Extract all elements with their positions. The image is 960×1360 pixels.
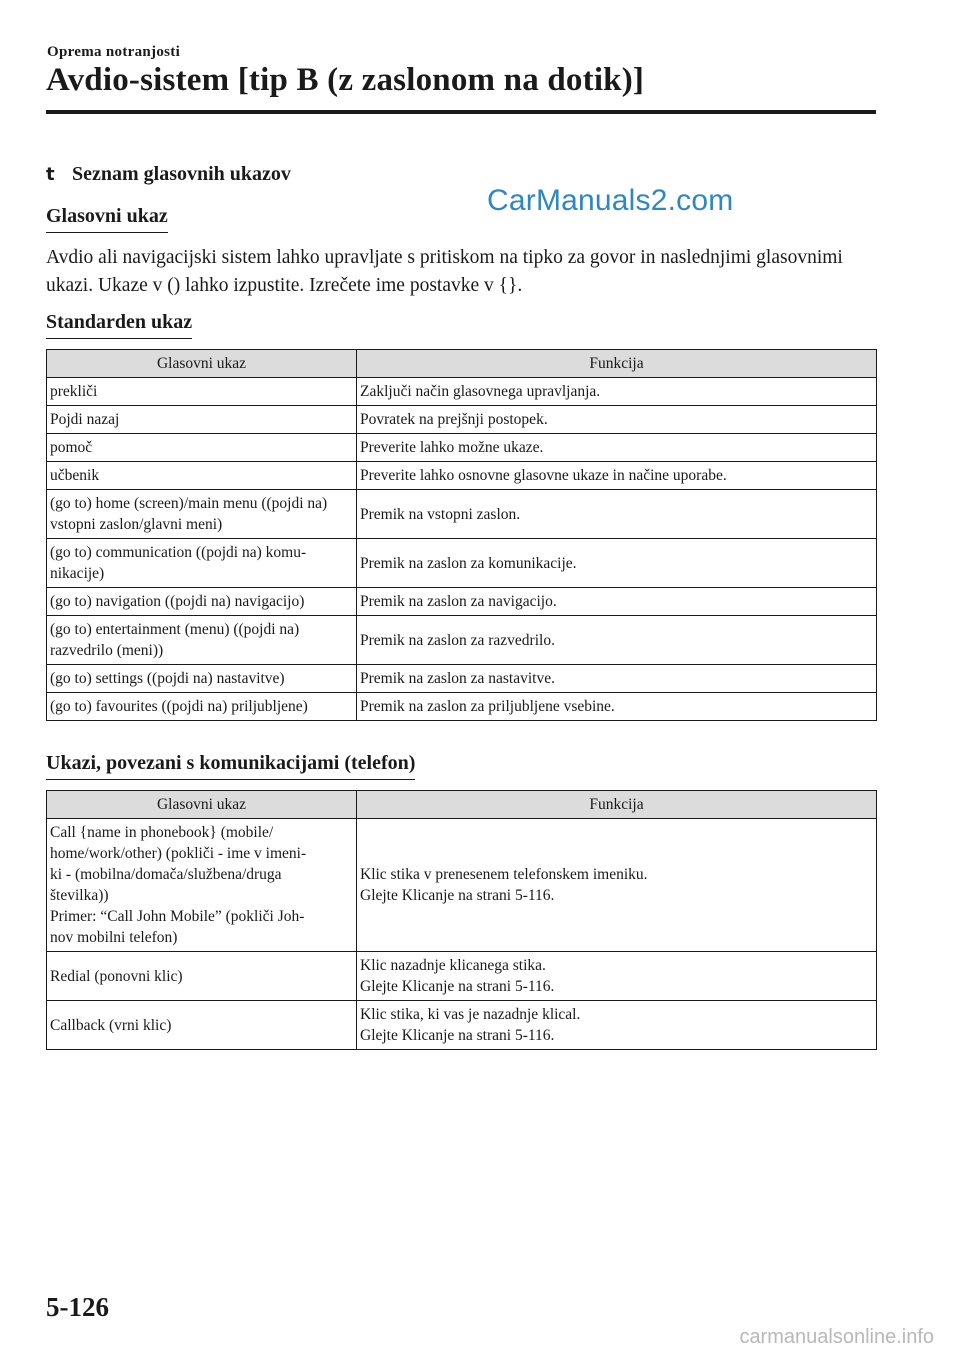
table-row	[47, 490, 877, 539]
function-cell: Premik na zaslon za nastavitve.	[357, 665, 877, 693]
column-header-function: Funkcija	[357, 791, 877, 819]
function-cell: Zaključi način glasovnega upravljanja.	[357, 378, 877, 406]
function-cell: Preverite lahko osnovne glasovne ukaze in načine uporabe.	[357, 462, 877, 490]
header-divider	[46, 110, 876, 114]
heading-glasovni-ukaz: Glasovni ukaz	[46, 205, 168, 233]
table-header-row	[47, 791, 877, 819]
table-header-row	[47, 350, 877, 378]
table-row	[47, 693, 877, 721]
function-cell: Povratek na prejšnji postopek.	[357, 406, 877, 434]
function-cell: Premik na zaslon za navigacijo.	[357, 588, 877, 616]
intro-paragraph: Avdio ali navigacijski sistem lahko upravljate s pritiskom na tipko za govor in naslednjimi glasovnimi ukazi. Ukaze v () lahko izpustite. Izrečete ime postavke v {}.	[46, 247, 843, 296]
column-header-function: Funkcija	[357, 350, 877, 378]
table-row	[47, 406, 877, 434]
subsection-title	[46, 163, 291, 186]
table-row	[47, 952, 877, 1001]
function-cell: Premik na zaslon za razvedrilo.	[357, 616, 877, 665]
table-row	[47, 1001, 877, 1050]
heading-communication-commands: Ukazi, povezani s komunikacijami (telefon)	[46, 752, 415, 780]
table-row	[47, 378, 877, 406]
page-number: 5-126	[46, 1292, 109, 1322]
command-cell: (go to) settings ((pojdi na) nastavitve)	[47, 665, 357, 693]
function-cell: Klic stika v prenesenem telefonskem imeniku. Glejte Klicanje na strani 5-116.	[357, 819, 877, 952]
bullet-icon: t	[46, 164, 55, 185]
command-cell: Callback (vrni klic)	[47, 1001, 357, 1050]
table-row	[47, 539, 877, 588]
command-cell: Call {name in phonebook} (mobile/ home/work/other) (pokliči - ime v imeni- ki - (mobilna/domača/službena/druga številka)) Primer: “Call John Mobile” (pokliči Joh- nov mobilni telefon)	[47, 819, 357, 952]
table-row	[47, 819, 877, 952]
function-cell: Preverite lahko možne ukaze.	[357, 434, 877, 462]
table-row	[47, 462, 877, 490]
column-header-command: Glasovni ukaz	[47, 350, 357, 378]
function-cell: Premik na zaslon za priljubljene vsebine.	[357, 693, 877, 721]
subsection-title-text: Seznam glasovnih ukazov	[72, 163, 291, 185]
table-row	[47, 665, 877, 693]
command-cell: (go to) entertainment (menu) ((pojdi na) razvedrilo (meni))	[47, 616, 357, 665]
function-cell: Klic nazadnje klicanega stika. Glejte Klicanje na strani 5-116.	[357, 952, 877, 1001]
command-cell: prekliči	[47, 378, 357, 406]
table-row	[47, 588, 877, 616]
function-cell: Klic stika, ki vas je nazadnje klical. Glejte Klicanje na strani 5-116.	[357, 1001, 877, 1050]
standard-commands-table	[46, 349, 877, 721]
command-cell: (go to) navigation ((pojdi na) navigacijo)	[47, 588, 357, 616]
table-row	[47, 434, 877, 462]
command-cell: Redial (ponovni klic)	[47, 952, 357, 1001]
communication-commands-table	[46, 790, 877, 1050]
function-cell: Premik na vstopni zaslon.	[357, 490, 877, 539]
command-cell: (go to) favourites ((pojdi na) priljubljene)	[47, 693, 357, 721]
command-cell: (go to) home (screen)/main menu ((pojdi na) vstopni zaslon/glavni meni)	[47, 490, 357, 539]
command-cell: (go to) communication ((pojdi na) komu-nikacije)	[47, 539, 357, 588]
command-cell: Pojdi nazaj	[47, 406, 357, 434]
carmanuals-watermark: CarManuals2.com	[487, 184, 734, 217]
footer-watermark: carmanualsonline.info	[739, 1326, 934, 1348]
command-cell: pomoč	[47, 434, 357, 462]
page-title: Avdio-sistem [tip B (z zaslonom na dotik)]	[46, 62, 645, 98]
section-label: Oprema notranjosti	[47, 44, 181, 60]
function-cell: Premik na zaslon za komunikacije.	[357, 539, 877, 588]
table-row	[47, 616, 877, 665]
command-cell: učbenik	[47, 462, 357, 490]
heading-standarden-ukaz: Standarden ukaz	[46, 311, 192, 339]
column-header-command: Glasovni ukaz	[47, 791, 357, 819]
